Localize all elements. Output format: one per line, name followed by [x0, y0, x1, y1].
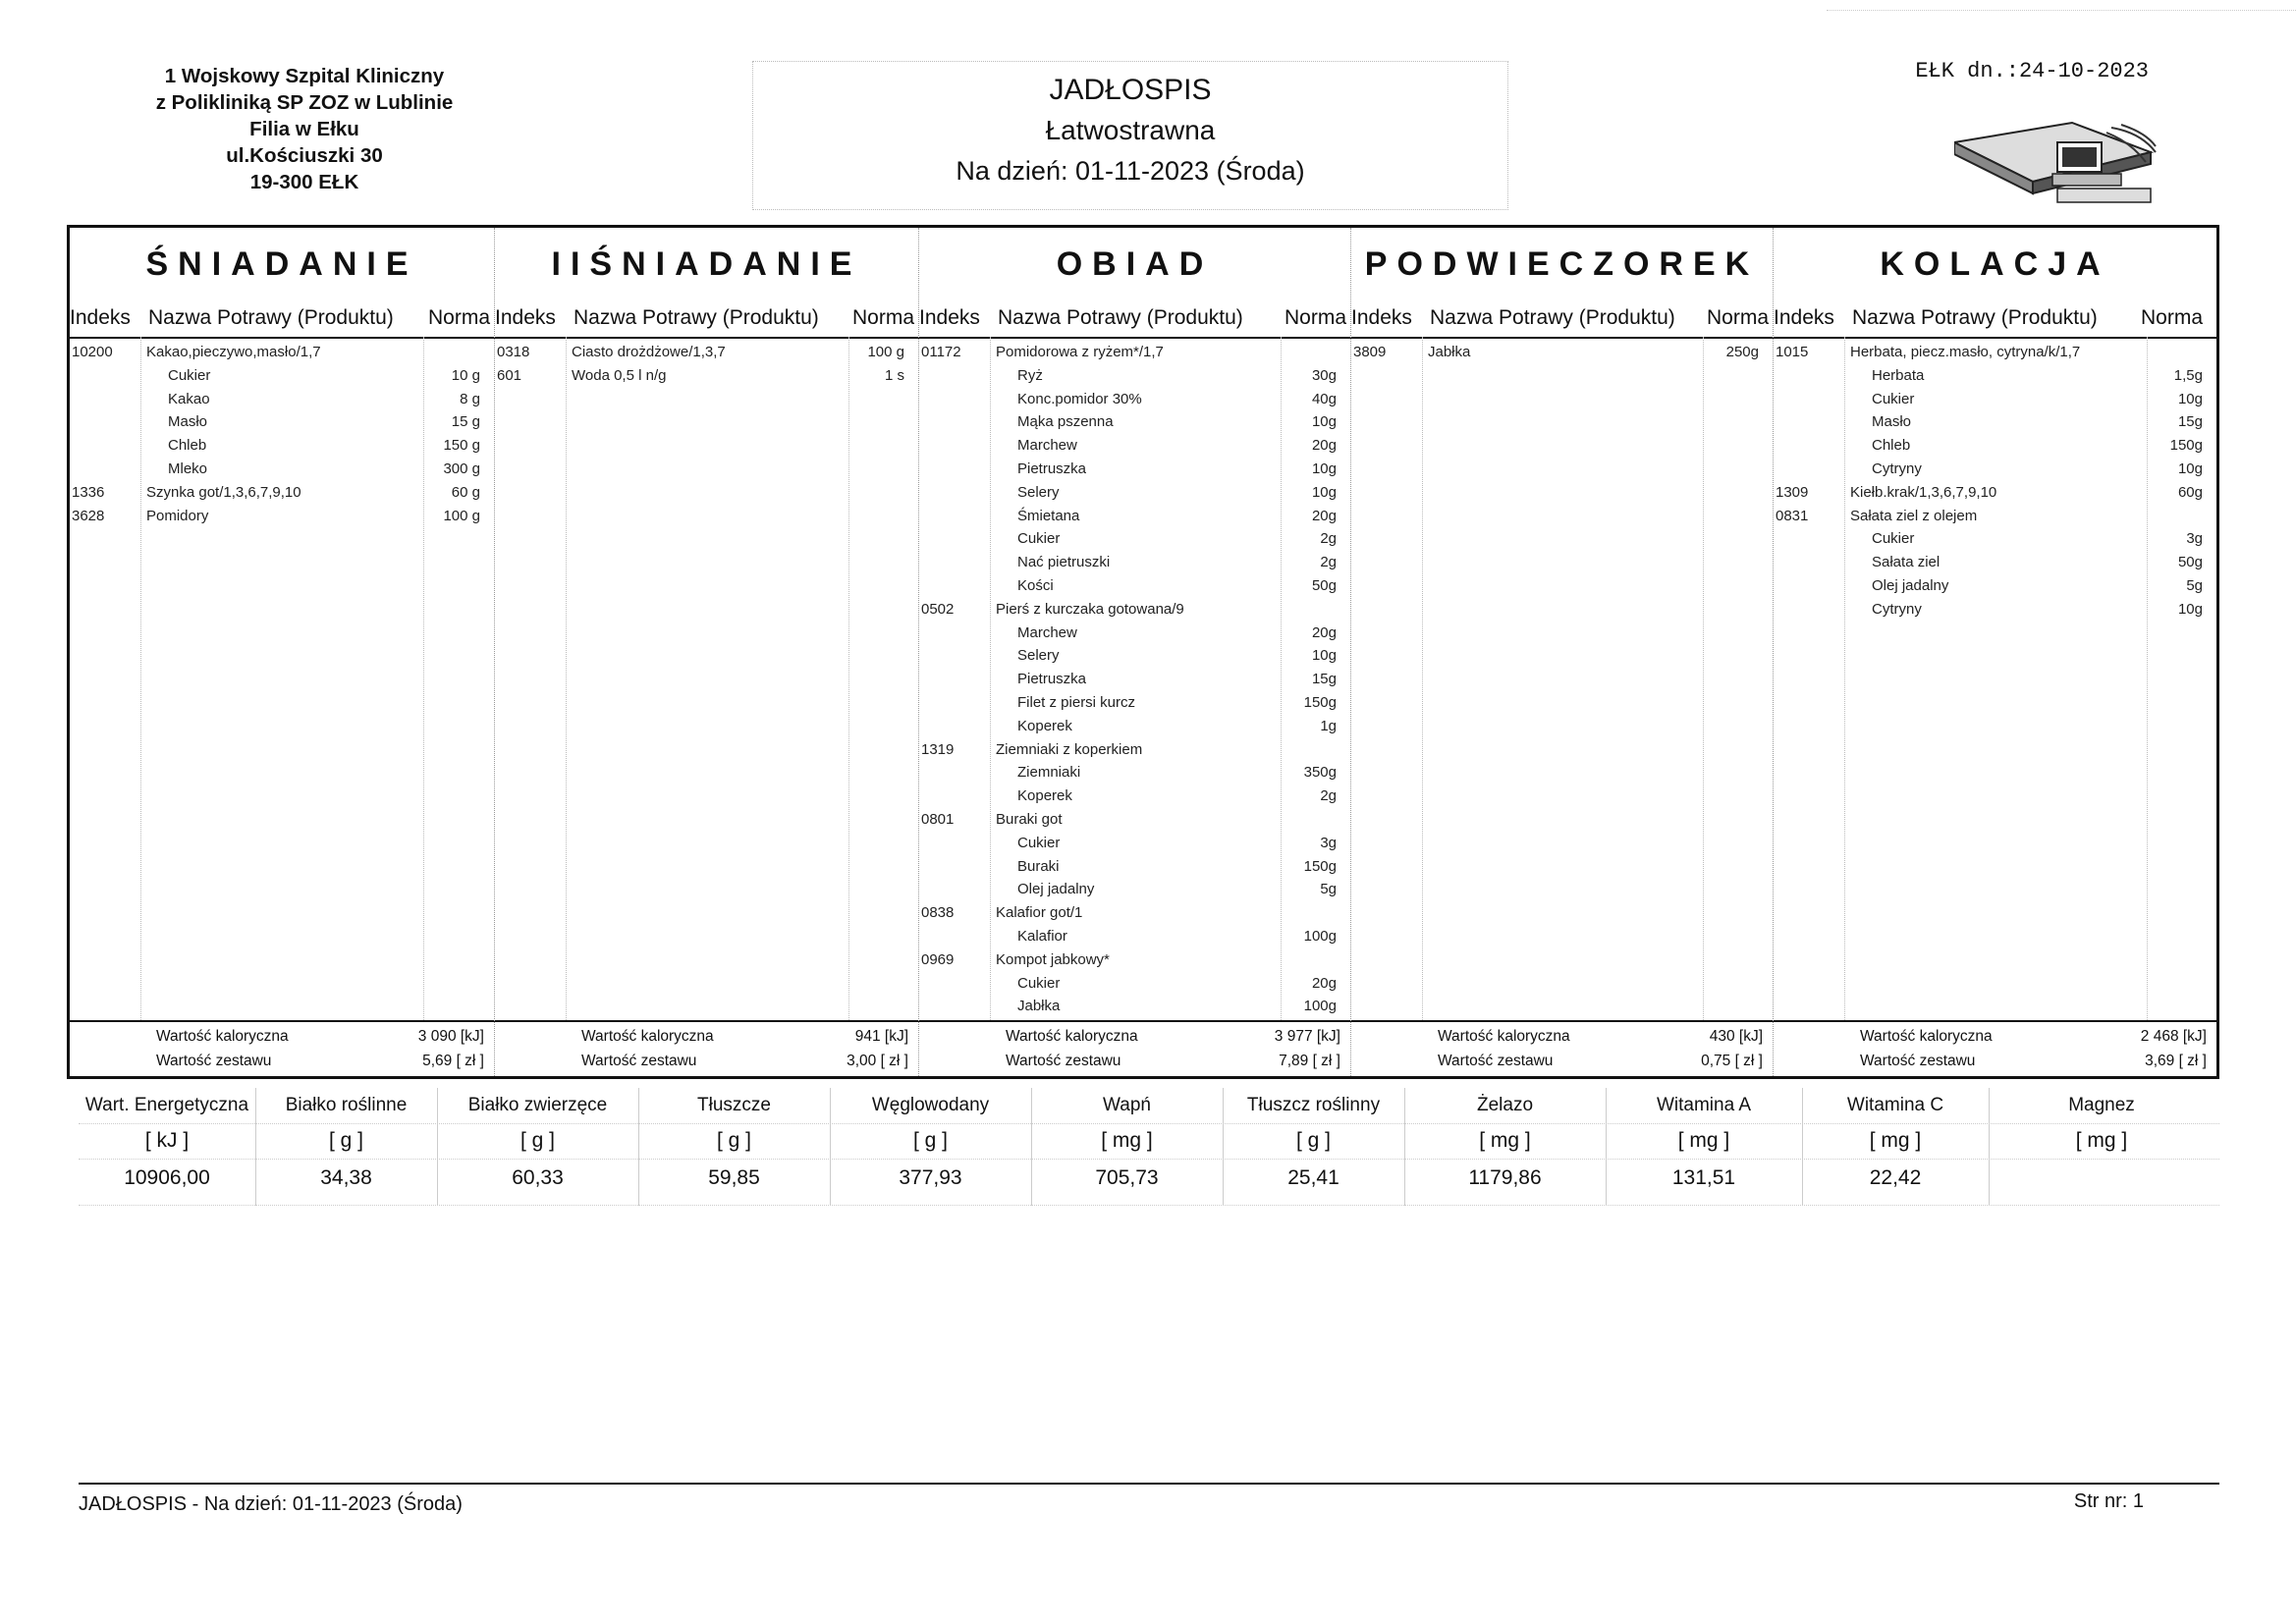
- item-norm: 2g: [1320, 787, 1337, 805]
- ingredient-name: Mleko: [168, 460, 208, 477]
- column-divider: [848, 337, 849, 1020]
- item-norm: 15g: [2177, 413, 2203, 431]
- nutrient-label: Witamina A: [1656, 1095, 1752, 1115]
- title-box: [752, 61, 1508, 210]
- item-norm: 30g: [1311, 366, 1337, 384]
- nutrient-label: Węglowodany: [871, 1095, 990, 1115]
- column-header-index: Indeks: [70, 306, 131, 329]
- ingredient-name: Buraki: [1017, 857, 1060, 875]
- ingredient-name: Konc.pomidor 30%: [1017, 390, 1142, 407]
- hospital-line: Filia w Ełku: [249, 118, 359, 140]
- column-divider: [2147, 337, 2148, 1020]
- cost-label: Wartość zestawu: [1860, 1053, 1976, 1069]
- meal-title: KOLACJA: [1880, 245, 2110, 283]
- calorie-value: 941 [kJ]: [854, 1028, 908, 1045]
- nutrient-column: [1802, 1088, 1989, 1206]
- nutrient-column: [1606, 1088, 1802, 1206]
- item-index: 1015: [1776, 344, 1809, 360]
- ingredient-name: Cytryny: [1872, 460, 1922, 477]
- ingredient-name: Cukier: [1017, 530, 1061, 548]
- nutrient-unit: [ mg ]: [1479, 1129, 1531, 1152]
- calorie-label: Wartość kaloryczna: [581, 1028, 714, 1045]
- meal-column: [1350, 228, 1773, 1076]
- ingredient-name: Śmietana: [1017, 507, 1080, 524]
- item-norm: 1 s: [884, 366, 904, 384]
- book-computer-icon: [1954, 113, 2180, 211]
- ingredient-name: Cytryny: [1872, 600, 1922, 618]
- cost-value: 3,00 [ zł ]: [847, 1053, 908, 1069]
- item-norm: 150g: [1303, 857, 1337, 875]
- nutrient-value: 705,73: [1095, 1166, 1159, 1189]
- nutrient-column: [1031, 1088, 1223, 1206]
- column-divider: [1281, 337, 1282, 1020]
- ingredient-name: Jabłka: [1017, 998, 1061, 1015]
- ingredient-name: Chleb: [1872, 437, 1911, 455]
- dish-name: Buraki got: [996, 811, 1063, 828]
- nutrient-value: 10906,00: [124, 1166, 210, 1189]
- ingredient-name: Cukier: [1872, 530, 1915, 548]
- calorie-label: Wartość kaloryczna: [1860, 1028, 1993, 1045]
- item-norm: 20g: [1311, 623, 1337, 641]
- column-header-norm: Norma: [1284, 306, 1346, 329]
- ingredient-name: Kości: [1017, 577, 1054, 594]
- item-norm: 10g: [2177, 600, 2203, 618]
- column-header-index: Indeks: [919, 306, 980, 329]
- ingredient-name: Ryż: [1017, 366, 1043, 384]
- column-divider: [990, 337, 991, 1020]
- nutrition-divider: [1223, 1088, 1224, 1206]
- nutrient-value: 377,93: [899, 1166, 962, 1189]
- dish-name: Kompot jabkowy*: [996, 950, 1110, 968]
- column-header-name: Nazwa Potrawy (Produktu): [574, 306, 819, 329]
- item-norm: 3g: [2186, 530, 2203, 548]
- calorie-label: Wartość kaloryczna: [1006, 1028, 1138, 1045]
- meal-title: PODWIECZOREK: [1364, 245, 1760, 283]
- dish-name: Szynka got/1,3,6,7,9,10: [146, 483, 301, 501]
- nutrient-label: Wapń: [1103, 1095, 1151, 1115]
- column-header-name: Nazwa Potrawy (Produktu): [998, 306, 1243, 329]
- column-header-norm: Norma: [2140, 306, 2203, 329]
- item-index: 3809: [1353, 344, 1387, 360]
- ingredient-name: Cukier: [1872, 390, 1915, 407]
- calorie-value: 430 [kJ]: [1709, 1028, 1763, 1045]
- column-header-index: Indeks: [1351, 306, 1412, 329]
- dish-name: Kakao,pieczywo,masło/1,7: [146, 344, 321, 360]
- item-norm: 10 g: [451, 366, 480, 384]
- ingredient-name: Cukier: [1017, 974, 1061, 992]
- menu-date: Na dzień: 01-11-2023 (Środa): [956, 156, 1305, 186]
- item-index: 10200: [72, 344, 113, 360]
- column-divider: [566, 337, 567, 1020]
- cost-value: 0,75 [ zł ]: [1701, 1053, 1763, 1069]
- nutrient-value: 131,51: [1671, 1166, 1736, 1189]
- nutrient-label: Tłuszcze: [697, 1095, 771, 1115]
- nutrition-table: [79, 1088, 2219, 1206]
- item-norm: 15g: [1311, 671, 1337, 688]
- ingredient-name: Masło: [168, 413, 208, 431]
- column-header-name: Nazwa Potrawy (Produktu): [1430, 306, 1675, 329]
- meal-column: [918, 228, 1350, 1076]
- item-norm: 8 g: [460, 390, 480, 407]
- meal-title: OBIAD: [1056, 245, 1214, 283]
- meal-title: ŚNIADANIE: [145, 245, 418, 283]
- nutrient-value: 34,38: [320, 1166, 372, 1189]
- nutrient-unit: [ g ]: [1295, 1129, 1332, 1152]
- item-norm: 2g: [1320, 530, 1337, 548]
- item-norm: 300 g: [443, 460, 480, 477]
- dish-name: Sałata ziel z olejem: [1850, 507, 1978, 524]
- item-norm: 100g: [1303, 998, 1337, 1015]
- column-header-norm: Norma: [851, 306, 914, 329]
- item-norm: 10g: [1311, 460, 1337, 477]
- calorie-value: 3 090 [kJ]: [417, 1028, 484, 1045]
- dish-name: Kalafior got/1: [996, 904, 1083, 922]
- hospital-line: 19-300 EŁK: [249, 171, 359, 193]
- item-norm: 15 g: [451, 413, 480, 431]
- cost-label: Wartość zestawu: [156, 1053, 272, 1069]
- column-divider: [140, 337, 141, 1020]
- nutrition-divider: [1031, 1088, 1032, 1206]
- ingredient-name: Cukier: [1017, 834, 1061, 851]
- nutrient-value: [1989, 1159, 2214, 1198]
- item-norm: 10g: [1311, 413, 1337, 431]
- column-divider: [1422, 337, 1423, 1020]
- nutrient-unit: [ mg ]: [2075, 1129, 2128, 1152]
- dish-name: Pomidorowa z ryżem*/1,7: [996, 344, 1164, 360]
- document-title: JADŁOSPIS: [1049, 74, 1212, 106]
- hospital-line: 1 Wojskowy Szpital Kliniczny: [164, 65, 445, 87]
- nutrition-divider: [1404, 1088, 1405, 1206]
- ingredient-name: Kalafior: [1017, 928, 1067, 945]
- footer-rule: [79, 1483, 2219, 1485]
- ingredient-name: Koperek: [1017, 717, 1072, 734]
- nutrient-label: Tłuszcz roślinny: [1246, 1095, 1381, 1115]
- cost-label: Wartość zestawu: [581, 1053, 697, 1069]
- item-norm: 150g: [1303, 694, 1337, 711]
- item-norm: 1,5g: [2173, 366, 2203, 384]
- ingredient-name: Masło: [1872, 413, 1912, 431]
- item-norm: 3g: [1320, 834, 1337, 851]
- item-norm: 40g: [1311, 390, 1337, 407]
- nutrient-unit: [ mg ]: [1677, 1129, 1730, 1152]
- nutrient-unit: [ g ]: [519, 1129, 556, 1152]
- ingredient-name: Marchew: [1017, 437, 1077, 455]
- calorie-label: Wartość kaloryczna: [156, 1028, 289, 1045]
- item-norm: 50g: [1311, 577, 1337, 594]
- print-date: EŁK dn.:24-10-2023: [1915, 59, 2149, 83]
- ingredient-name: Olej jadalny: [1872, 577, 1949, 594]
- ingredient-name: Olej jadalny: [1017, 881, 1095, 898]
- dish-name: Kiełb.krak/1,3,6,7,9,10: [1850, 483, 1997, 501]
- ingredient-name: Nać pietruszki: [1017, 554, 1111, 571]
- nutrient-column: [1404, 1088, 1606, 1206]
- nutrient-label: Wart. Energetyczna: [84, 1095, 249, 1115]
- item-norm: 2g: [1320, 554, 1337, 571]
- cost-value: 3,69 [ zł ]: [2145, 1053, 2207, 1069]
- nutrition-divider: [255, 1088, 256, 1206]
- hospital-line: ul.Kościuszki 30: [226, 144, 383, 167]
- dish-name: Ziemniaki z koperkiem: [996, 740, 1143, 758]
- nutrient-unit: [ g ]: [912, 1129, 949, 1152]
- item-index: 0831: [1776, 507, 1809, 524]
- column-header-norm: Norma: [427, 306, 490, 329]
- ingredient-name: Koperek: [1017, 787, 1072, 805]
- item-index: 3628: [72, 507, 105, 524]
- item-index: 0838: [921, 904, 955, 922]
- column-divider: [423, 337, 424, 1020]
- nutrient-unit: [ g ]: [328, 1129, 364, 1152]
- cost-label: Wartość zestawu: [1006, 1053, 1121, 1069]
- nutrient-column: [1223, 1088, 1404, 1206]
- calorie-value: 3 977 [kJ]: [1274, 1028, 1340, 1045]
- item-index: 01172: [921, 344, 961, 360]
- nutrition-divider: [830, 1088, 831, 1206]
- nutrient-unit: [ kJ ]: [144, 1129, 190, 1152]
- meal-column: [494, 228, 918, 1076]
- item-norm: 5g: [2186, 577, 2203, 594]
- hospital-address: [98, 63, 511, 195]
- ingredient-name: Cukier: [168, 366, 211, 384]
- item-index: 0969: [921, 950, 955, 968]
- column-divider: [1703, 337, 1704, 1020]
- nutrient-label: Witamina C: [1846, 1095, 1944, 1115]
- item-norm: 5g: [1320, 881, 1337, 898]
- nutrient-value: 59,85: [708, 1166, 760, 1189]
- meal-title: IIŚNIADANIE: [551, 245, 862, 283]
- ingredient-name: Marchew: [1017, 623, 1077, 641]
- item-norm: 250g: [1725, 344, 1759, 360]
- ingredient-name: Selery: [1017, 647, 1060, 665]
- meal-column: [70, 228, 494, 1076]
- cost-value: 5,69 [ zł ]: [422, 1053, 484, 1069]
- item-index: 1309: [1776, 483, 1809, 501]
- hospital-line: z Polikliniką SP ZOZ w Lublinie: [155, 91, 454, 114]
- ingredient-name: Selery: [1017, 483, 1060, 501]
- item-norm: 150 g: [443, 437, 480, 455]
- ingredient-name: Kakao: [168, 390, 210, 407]
- item-norm: 100g: [1303, 928, 1337, 945]
- item-norm: 60 g: [451, 483, 480, 501]
- calorie-label: Wartość kaloryczna: [1438, 1028, 1570, 1045]
- item-index: 0502: [921, 600, 955, 618]
- nutrient-column: [1989, 1088, 2214, 1206]
- ingredient-name: Pietruszka: [1017, 460, 1087, 477]
- nutrient-unit: [ mg ]: [1101, 1129, 1153, 1152]
- item-norm: 20g: [1311, 507, 1337, 524]
- nutrient-label: Żelazo: [1476, 1095, 1534, 1115]
- meal-column: [1773, 228, 2216, 1076]
- ingredient-name: Filet z piersi kurcz: [1017, 694, 1136, 711]
- dish-name: Woda 0,5 l n/g: [572, 366, 667, 384]
- item-norm: 20g: [1311, 974, 1337, 992]
- item-norm: 10g: [2177, 390, 2203, 407]
- column-header-index: Indeks: [495, 306, 556, 329]
- ingredient-name: Herbata: [1872, 366, 1925, 384]
- nutrient-column: [437, 1088, 638, 1206]
- dish-name: Jabłka: [1428, 344, 1471, 360]
- item-index: 1336: [72, 483, 105, 501]
- ingredient-name: Chleb: [168, 437, 207, 455]
- nutrient-label: Białko zwierzęce: [467, 1095, 608, 1115]
- dish-name: Ciasto drożdżowe/1,3,7: [572, 344, 726, 360]
- item-index: 1319: [921, 740, 955, 758]
- nutrition-divider: [638, 1088, 639, 1206]
- item-norm: 50g: [2177, 554, 2203, 571]
- item-norm: 10g: [1311, 483, 1337, 501]
- nutrient-unit: [ mg ]: [1869, 1129, 1922, 1152]
- nutrient-unit: [ g ]: [716, 1129, 752, 1152]
- nutrition-divider: [437, 1088, 438, 1206]
- ingredient-name: Pietruszka: [1017, 671, 1087, 688]
- column-header-norm: Norma: [1706, 306, 1769, 329]
- item-norm: 10g: [1311, 647, 1337, 665]
- item-norm: 100 g: [867, 344, 904, 360]
- item-norm: 100 g: [443, 507, 480, 524]
- nutrient-label: Magnez: [2068, 1095, 2135, 1115]
- dish-name: Pierś z kurczaka gotowana/9: [996, 600, 1184, 618]
- item-index: 0801: [921, 811, 955, 828]
- item-index: 601: [497, 366, 522, 384]
- nutrient-label: Białko roślinne: [285, 1095, 408, 1115]
- column-header-name: Nazwa Potrawy (Produktu): [148, 306, 394, 329]
- diet-name: Łatwostrawna: [1045, 115, 1216, 145]
- cost-label: Wartość zestawu: [1438, 1053, 1554, 1069]
- nutrient-value: 60,33: [512, 1166, 564, 1189]
- top-rule: [1827, 10, 2296, 11]
- item-norm: 20g: [1311, 437, 1337, 455]
- menu-table: [67, 225, 2219, 1079]
- item-norm: 1g: [1320, 717, 1337, 734]
- calorie-value: 2 468 [kJ]: [2140, 1028, 2207, 1045]
- item-norm: 350g: [1303, 764, 1337, 782]
- item-norm: 150g: [2169, 437, 2203, 455]
- cost-value: 7,89 [ zł ]: [1279, 1053, 1340, 1069]
- dish-name: Pomidory: [146, 507, 209, 524]
- item-norm: 60g: [2177, 483, 2203, 501]
- nutrient-column: [79, 1088, 255, 1206]
- nutrient-column: [255, 1088, 437, 1206]
- dish-name: Herbata, piecz.masło, cytryna/k/1,7: [1850, 344, 2081, 360]
- nutrient-column: [638, 1088, 830, 1206]
- nutrient-value: 25,41: [1287, 1166, 1339, 1189]
- footer-title: JADŁOSPIS - Na dzień: 01-11-2023 (Środa): [79, 1493, 463, 1515]
- nutrient-value: 22,42: [1869, 1166, 1922, 1189]
- column-header-name: Nazwa Potrawy (Produktu): [1852, 306, 2098, 329]
- column-header-index: Indeks: [1774, 306, 1834, 329]
- page-number: Str nr: 1: [2073, 1490, 2144, 1512]
- ingredient-name: Ziemniaki: [1017, 764, 1081, 782]
- column-divider: [1844, 337, 1845, 1020]
- nutrition-divider: [1802, 1088, 1803, 1206]
- nutrition-divider: [1606, 1088, 1607, 1206]
- ingredient-name: Sałata ziel: [1872, 554, 1941, 571]
- nutrition-divider: [1989, 1088, 1990, 1206]
- item-index: 0318: [497, 344, 530, 360]
- ingredient-name: Mąka pszenna: [1017, 413, 1114, 431]
- nutrient-value: 1179,86: [1468, 1166, 1542, 1189]
- nutrient-column: [830, 1088, 1031, 1206]
- item-norm: 10g: [2177, 460, 2203, 477]
